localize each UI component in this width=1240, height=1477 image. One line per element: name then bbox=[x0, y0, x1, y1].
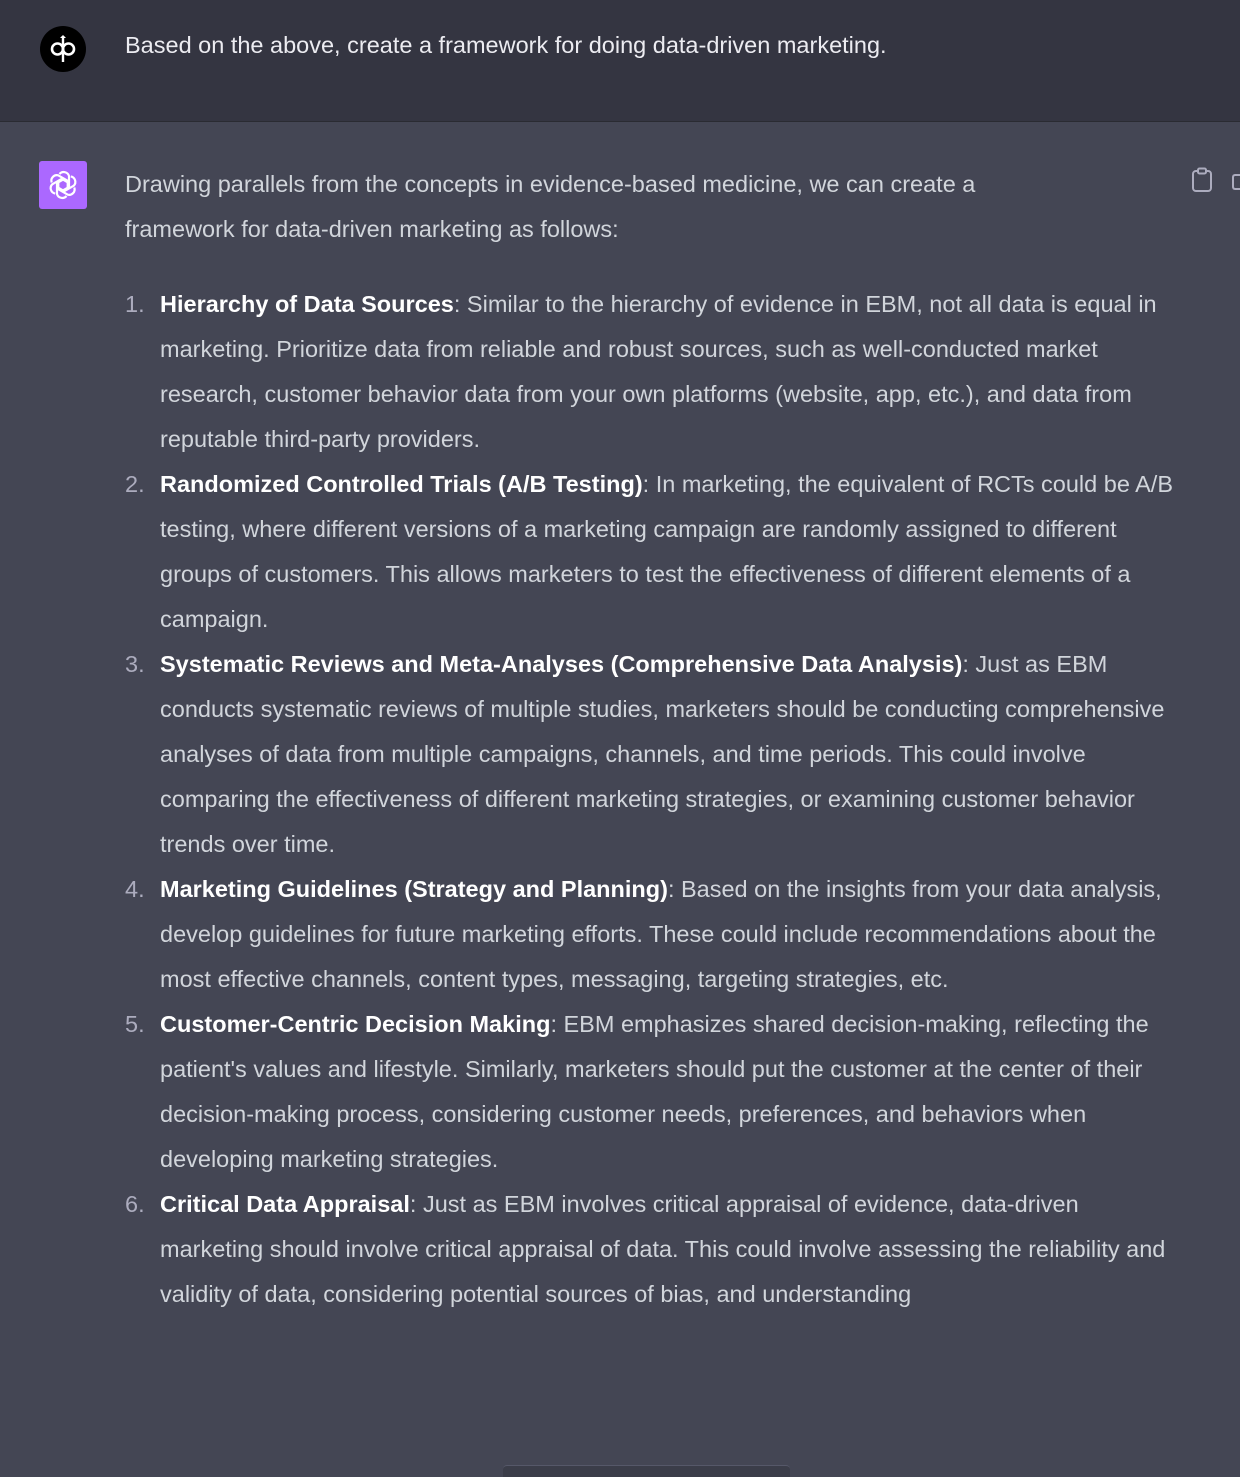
item-text: : In marketing, the equivalent of RCTs could be A/B testing, where different versions of a marketing campaign are randomly assigned to different groups of customers. This allows marketers to test the effectiveness of different elements of a campaign. bbox=[160, 471, 1174, 632]
thumbs-button-partial[interactable] bbox=[1232, 174, 1240, 190]
user-message-row bbox=[0, 0, 1240, 122]
item-title: Critical Data Appraisal bbox=[160, 1191, 410, 1217]
item-title: Marketing Guidelines (Strategy and Planning) bbox=[160, 876, 668, 902]
list-number: 1. bbox=[125, 291, 145, 317]
item-text: : Based on the insights from your data analysis, develop guidelines for future marketing efforts. These could include recommendations about the most effective channels, content types, messaging, targeting strategies, etc. bbox=[160, 876, 1162, 992]
list-item bbox=[125, 282, 1180, 462]
framework-list bbox=[125, 282, 1185, 1317]
list-item bbox=[125, 1002, 1180, 1182]
item-text: : Similar to the hierarchy of evidence in EBM, not all data is equal in marketing. Prioritize data from reliable and robust sources, such as well-conducted market research, customer behavior data from your own platforms (website, app, etc.), and data from reputable third-party providers. bbox=[160, 291, 1157, 452]
assistant-message-content bbox=[125, 162, 1185, 1317]
copy-button[interactable] bbox=[1187, 165, 1217, 195]
openai-logo-icon bbox=[45, 167, 81, 203]
user-message-text: Based on the above, create a framework for doing data-driven marketing. bbox=[125, 32, 887, 58]
list-number: 6. bbox=[125, 1191, 145, 1217]
clipboard-icon bbox=[1191, 167, 1213, 193]
list-number: 5. bbox=[125, 1011, 145, 1037]
list-number: 4. bbox=[125, 876, 145, 902]
item-title: Systematic Reviews and Meta-Analyses (Comprehensive Data Analysis) bbox=[160, 651, 963, 677]
item-text: : EBM emphasizes shared decision-making, reflecting the patient's values and lifestyle. Similarly, marketers should put the customer at the center of their decision-making process, considering customer needs, preferences, and behaviors when developing marketing strategies. bbox=[160, 1011, 1149, 1172]
item-text: : Just as EBM conducts systematic reviews of multiple studies, marketers should be conducting comprehensive analyses of data from multiple campaigns, channels, and time periods. This could involve comparing the effectiveness of different marketing strategies, or examining customer behavior trends over time. bbox=[160, 651, 1165, 857]
assistant-avatar bbox=[39, 161, 87, 209]
item-text: : Just as EBM involves critical appraisal of evidence, data-driven marketing should involve critical appraisal of data. This could involve assessing the reliability and validity of data, considering potential sources of bias, and understanding bbox=[160, 1191, 1166, 1307]
list-number: 3. bbox=[125, 651, 145, 677]
list-number: 2. bbox=[125, 471, 145, 497]
list-item bbox=[125, 867, 1180, 1002]
list-item bbox=[125, 642, 1180, 867]
list-item bbox=[125, 462, 1180, 642]
user-avatar-logo-icon bbox=[46, 32, 80, 66]
assistant-message-row bbox=[0, 122, 1240, 1354]
answer-intro: Drawing parallels from the concepts in evidence-based medicine, we can create a framework for data-driven marketing as follows: bbox=[125, 171, 976, 242]
item-title: Customer-Centric Decision Making bbox=[160, 1011, 551, 1037]
user-avatar bbox=[40, 26, 86, 72]
item-title: Hierarchy of Data Sources bbox=[160, 291, 454, 317]
regenerate-button-edge[interactable] bbox=[503, 1465, 790, 1477]
list-item bbox=[125, 1182, 1180, 1317]
item-title: Randomized Controlled Trials (A/B Testing) bbox=[160, 471, 643, 497]
